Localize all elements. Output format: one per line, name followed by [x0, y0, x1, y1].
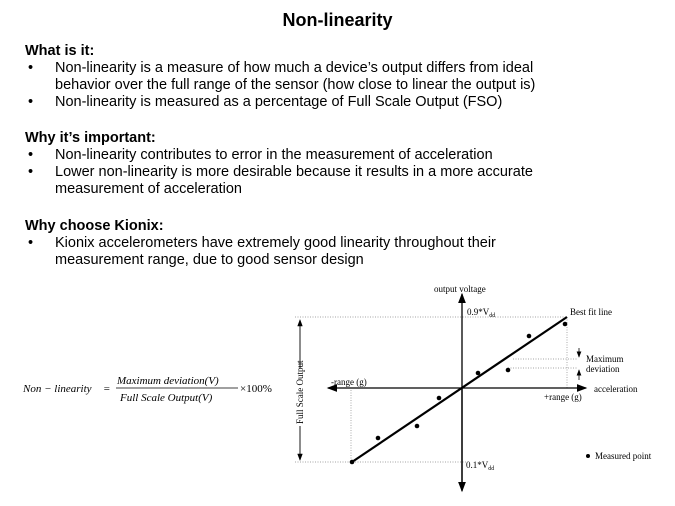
best-fit-label: Best fit line: [570, 307, 612, 317]
maxdev-label: Maximum: [586, 354, 624, 364]
measured-point: [563, 322, 568, 327]
formula-denominator: Full Scale Output(V): [120, 392, 213, 404]
formula-eq: =: [103, 383, 111, 395]
bullet-text: measurement of acceleration: [55, 181, 242, 197]
section-heading: Why choose Kionix:: [25, 218, 164, 234]
top-level-label: $0.9*V_{dd}$: [467, 307, 496, 319]
section-heading: Why it’s important:: [25, 130, 156, 146]
bullet-text: Non-linearity is a measure of how much a device’s output differs from ideal: [55, 60, 534, 76]
bullet: •: [28, 235, 34, 251]
bullet-text: measurement range, due to good sensor design: [55, 252, 364, 268]
measured-point: [476, 371, 481, 376]
y-axis-label: output voltage: [434, 284, 486, 294]
maxdev-label: deviation: [586, 364, 620, 374]
measured-point: [527, 334, 532, 339]
bullet-text: Non-linearity is measured as a percentage of Full Scale Output (FSO): [55, 94, 503, 110]
best-fit-line: [352, 317, 567, 462]
bullet: •: [28, 147, 34, 163]
measured-point: [415, 424, 420, 429]
legend-label: Measured point: [595, 451, 652, 461]
bullet-text: behavior over the full range of the sensor (how close to linear the output is): [55, 77, 536, 93]
pos-range-label: +range (g): [544, 392, 582, 402]
bullet-text: Kionix accelerometers have extremely good linearity throughout their: [55, 235, 496, 251]
bullet: •: [28, 94, 34, 110]
measured-points: [350, 322, 568, 465]
measured-point: [350, 460, 355, 465]
formula-lhs: Non − linearity: [23, 383, 92, 395]
fso-label-text: Full Scale Output: [295, 360, 305, 424]
section-heading: What is it:: [25, 43, 95, 59]
x-axis-label: acceleration: [594, 384, 638, 394]
bottom-level-label: $0.1*V_{dd}$: [466, 460, 495, 472]
neg-range-label: -range (g): [331, 377, 367, 387]
measured-point: [506, 368, 511, 373]
slide-title: Non-linearity: [282, 10, 393, 30]
measured-point: [376, 436, 381, 441]
formula-multiplier: ×100%: [240, 383, 272, 395]
bullet: •: [28, 164, 34, 180]
bullet-text: Lower non-linearity is more desirable because it results in a more accurate: [55, 164, 533, 180]
bullet: •: [28, 60, 34, 76]
legend-marker: [586, 454, 590, 458]
measured-point: [437, 396, 442, 401]
bullet-text: Non-linearity contributes to error in the measurement of acceleration: [55, 147, 493, 163]
formula-numerator: Maximum deviation(V): [117, 375, 219, 387]
